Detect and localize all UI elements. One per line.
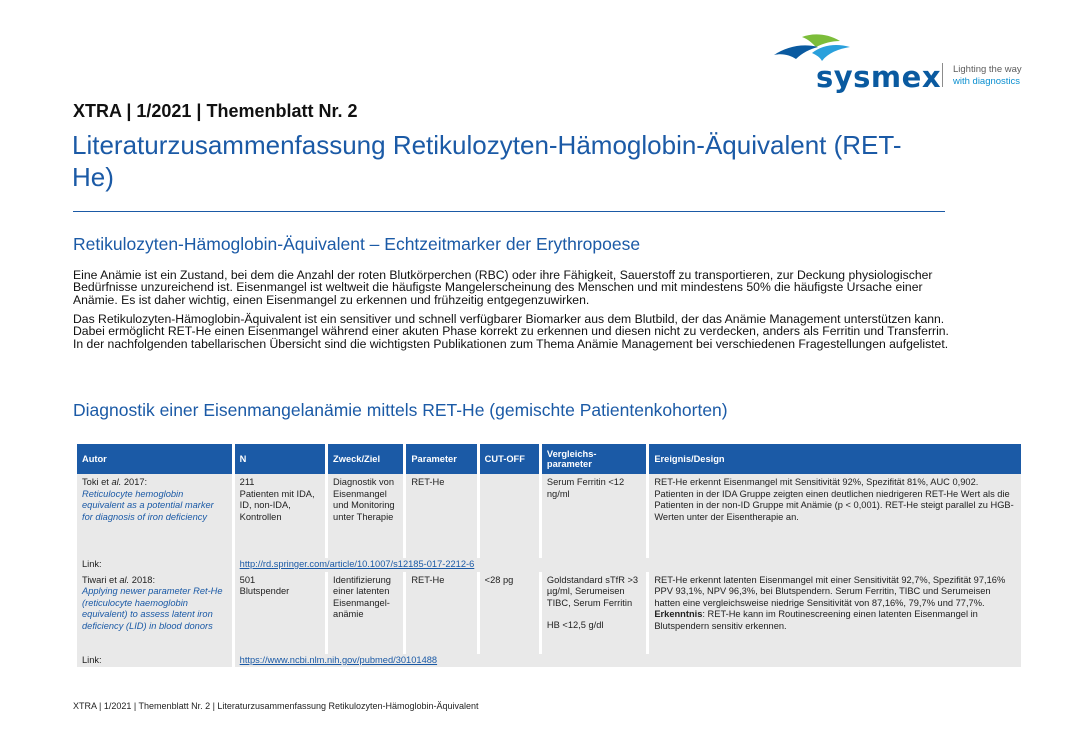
column-header-n: N <box>235 444 325 474</box>
n-count: 211 <box>239 477 255 487</box>
publications-table <box>74 444 1024 667</box>
link-label: Link: <box>77 558 232 572</box>
title-divider <box>73 211 945 212</box>
cell-purpose: Diagnostik von Eisenmangel und Monitoring unter Therapie <box>328 474 403 558</box>
author-year: 2018: <box>129 574 156 585</box>
cell-cutoff <box>480 474 539 558</box>
logo-brand-text: sysmex <box>816 60 942 94</box>
cell-author <box>77 572 232 654</box>
column-header-purpose: Zweck/Ziel <box>328 444 403 474</box>
cell-event <box>649 572 1021 654</box>
n-description: Patienten mit IDA, ID, non-IDA, Kontrollen <box>239 488 315 522</box>
logo-tagline-2: with diagnostics <box>953 76 1021 87</box>
cell-author <box>77 474 232 558</box>
intro-paragraph-2: Das Retikulozyten-Hämoglobin-Äquivalent ist ein sensitiver und schnell verfügbarer Biomarker aus dem Blutbild, der das Anämie Management unterstützen kann. Dabei ermöglicht RET-He einen Eisenmangel während einer akuten Phase korrekt zu erkennen und diesen nicht zu verdecken, anders als Ferritin und Transferrin. In der nachfolgenden tabellarischen Übersicht sind die wichtigsten Publikationen zum Thema Anämie Management bei verschiedenen Fragestellungen aufgelistet. <box>73 312 949 351</box>
author-etal: al. <box>111 477 122 487</box>
comparison-secondary: HB <12,5 g/dl <box>546 620 604 631</box>
cell-cutoff: <28 pg <box>480 572 539 654</box>
cell-comparison <box>542 474 646 558</box>
column-header-cutoff: CUT-OFF <box>480 444 539 474</box>
author-name: Tiwari et <box>82 574 120 585</box>
column-header-author: Autor <box>77 444 232 474</box>
page-footer: XTRA | 1/2021 | Themenblatt Nr. 2 | Literaturzusammenfassung Retikulozyten-Hämoglobin-Äquivalent <box>73 701 479 711</box>
table-row <box>77 572 1021 654</box>
cell-parameter: RET-He <box>406 572 476 654</box>
author-year: 2017: <box>121 477 148 487</box>
sysmex-logo <box>772 33 1032 94</box>
cell-event <box>649 474 1021 558</box>
link-cell <box>235 654 1021 668</box>
cell-comparison <box>542 572 646 654</box>
column-header-event: Ereignis/Design <box>649 444 1021 474</box>
cell-n <box>235 474 325 558</box>
author-name: Toki et <box>82 477 112 487</box>
event-text: RET-He erkennt Eisenmangel mit Sensitivität 92%, Spezifität 81%, AUC 0,902. Patienten in der IDA Gruppe zeigten einen deutlichen niedrigeren RET-He Wert als die Patienten in der non-ID Gruppe mit Anämie (p < 0,001). RET-He steigt parallel zu HGB-Werten unter der Eisentherapie an. <box>654 477 1014 522</box>
comparison-primary: Goldstandard sTfR >3 µg/ml, Serumeisen TIBC, Serum Ferritin <box>546 574 639 608</box>
table-row <box>77 474 1021 558</box>
link-label: Link: <box>77 654 232 668</box>
author-etal: al. <box>119 574 130 585</box>
event-conclusion-text: : RET-He kann im Routinescreening einen latenten Eisenmangel in Blutspendern sensitiv erkennen. <box>654 609 978 631</box>
reference-title: Reticulocyte hemoglobin equivalent as a potential marker for diagnosis of iron deficiency <box>82 488 214 522</box>
table-link-row <box>77 654 1021 668</box>
intro-paragraph-1: Eine Anämie ist ein Zustand, bei dem die Anzahl der roten Blutkörperchen (RBC) oder ihre Fähigkeit, Sauerstoff zu transportieren, zur Deckung physiologischer Bedürfnisse unzureichend ist. Eisenmangel ist weltweit die häufigste Mangelerscheinung des Menschen und mit mindestens 50% die häufigste Ursache einer Anämie. Es ist daher wichtig, einen Eisenmangel zu erkennen und frühzeitig entgegenzuwirken. <box>73 268 933 307</box>
link-cell <box>235 558 1021 572</box>
logo-tagline-1: Lighting the way <box>953 64 1022 75</box>
n-description: Blutspender <box>239 586 290 597</box>
section-heading-diagnostik: Diagnostik einer Eisenmangelanämie mittels RET-He (gemischte Patientenkohorten) <box>73 400 728 420</box>
cell-purpose: Identifizierung einer latenten Eisenmangel-anämie <box>328 572 403 654</box>
cell-parameter: RET-He <box>406 474 476 558</box>
column-header-parameter: Parameter <box>406 444 476 474</box>
table-link-row <box>77 558 1021 572</box>
cell-n <box>235 572 325 654</box>
publication-link[interactable]: https://www.ncbi.nlm.nih.gov/pubmed/30101488 <box>239 654 438 665</box>
issue-kicker: XTRA | 1/2021 | Themenblatt Nr. 2 <box>73 101 358 121</box>
section-heading-ret-he: Retikulozyten-Hämoglobin-Äquivalent – Echtzeitmarker der Erythropoese <box>73 234 641 254</box>
column-header-comparison: Vergleichs-parameter <box>542 444 646 474</box>
table-header-row <box>77 444 1021 474</box>
n-count: 501 <box>239 574 256 585</box>
reference-title: Applying newer parameter Ret-He (reticulocyte haemoglobin equivalent) to assess latent iron deficiency (LID) in blood donors <box>82 586 223 631</box>
comparison-primary: Serum Ferritin <12 ng/ml <box>546 477 625 499</box>
event-text: RET-He erkennt latenten Eisenmangel mit einer Sensitivität 92,7%, Spezifität 97,16% PPV 93,1%, NPV 96,3%, bei Blutspendern. Serum Ferritin, TIBC und Serumeisen hatten eine vergleichsweise niedrige Sensitivität von 87,16%, 79,7% und 77,7%. <box>654 574 1006 608</box>
event-conclusion-label: Erkenntnis <box>654 609 703 620</box>
publication-link[interactable]: http://rd.springer.com/article/10.1007/s12185-017-2212-6 <box>239 559 475 569</box>
logo-separator <box>942 63 943 87</box>
page-title: Literaturzusammenfassung Retikulozyten-Hämoglobin-Äquivalent (RET-He) <box>72 130 902 192</box>
